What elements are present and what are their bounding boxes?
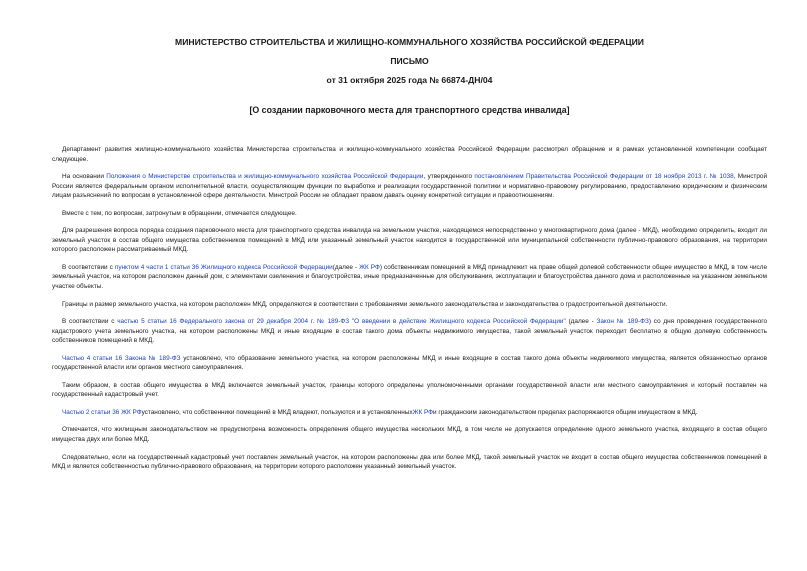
link-federal-law-189[interactable]: частью 5 статьи 16 Федерального закона от 29 декабря 2004 г. № 189-ФЗ "О введении в действие Жилищного кодекса Российской Федерации" xyxy=(117,318,566,326)
ministry-title: МИНИСТЕРСТВО СТРОИТЕЛЬСТВА И ЖИЛИЩНО-КОММУНАЛЬНОГО ХОЗЯЙСТВА РОССИЙСКОЙ ФЕДЕРАЦИИ xyxy=(175,37,644,47)
paragraph-3: Вместе с тем, по вопросам, затронутым в обращении, отмечается следующее. xyxy=(62,209,297,217)
link-housing-code-art36-part2[interactable]: Частью 2 статьи 36 ЖК РФ xyxy=(62,408,142,416)
paragraph-7: В соответствии с частью 5 статьи 16 Федерального закона от 29 декабря 2004 г. № 189-ФЗ "О введении в действие Жилищного кодекса Российской Федерации" (далее - Закон № 189-ФЗ) со дня проведения государственного кадастрового учета земельного участка, на котором расположены МКД и иные входящие в состав такого дома объекты недвижимого имущества, такой земельный участок переходит бесплатно в общую долевую собственность собственников помещений в МКД. xyxy=(52,318,767,345)
link-housing-code-2[interactable]: ЖК РФ xyxy=(412,408,434,416)
link-law-189-art16[interactable]: Частью 4 статьи 16 Закона № 189-ФЗ xyxy=(62,354,181,362)
paragraph-1: Департамент развития жилищно-коммунального хозяйства Министерства строительства и жилищно-коммунального хозяйства Российской Федерации рассмотрел обращение и в рамках установленной компетенции сообщает следующее. xyxy=(52,146,767,163)
document-subject: [О создании парковочного места для транспортного средства инвалида] xyxy=(249,105,570,115)
link-law-189[interactable]: Закон № 189-ФЗ xyxy=(596,318,649,326)
paragraph-12: Следовательно, если на государственный кадастровый учет поставлен земельный участок, на котором расположены два или более МКД, такой земельный участок не входит в состав общего имущества собственников помещений в МКД и является собственностью публично-правового образования, на территории которого расположен указанный земельный участок. xyxy=(52,453,767,471)
paragraph-4: Для разрешения вопроса порядка создания парковочного места для транспортного средства инвалида на земельном участке, находящемся непосредственно у многоквартирного дома (далее - МКД), необходимо определить, входит ли земельный участок в состав общего имущества собственников помещений в МКД или указанный земельный участок находится в государственной или муниципальной собственности публично-правового образования, на территории которого расположен рассматриваемый МКД. xyxy=(52,227,767,254)
link-housing-code[interactable]: ЖК РФ xyxy=(359,263,380,271)
paragraph-9: Таким образом, в состав общего имущества в МКД включается земельный участок, границы которого определены уполномоченными органами государственной власти или местного самоуправления и который поставлен на государственный кадастровый учет. xyxy=(52,381,767,399)
document-date-number: от 31 октября 2025 года № 66874-ДН/04 xyxy=(326,75,493,85)
paragraph-11: Отмечается, что жилищным законодательством не предусмотрена возможность определения общего имущества нескольких МКД, в том числе не допускается определение одного земельного участка, входящего в состав общего имущества двух или более МКД. xyxy=(52,426,767,444)
link-housing-code-art36[interactable]: пунктом 4 части 1 статьи 36 Жилищного кодекса Российской Федерации xyxy=(114,263,333,271)
document-body xyxy=(52,145,767,472)
paragraph-6: Границы и размер земельного участка, на котором расположен МКД, определяются в соответствии с требованиями земельного законодательства и законодательства о градостроительной деятельности. xyxy=(62,300,668,308)
link-government-resolution[interactable]: постановлением Правительства Российской Федерации от 18 ноября 2013 г. № 1038 xyxy=(474,173,734,181)
paragraph-8: Частью 4 статьи 16 Закона № 189-ФЗ установлено, что образование земельного участка, на котором расположены МКД и иные входящие в состав такого дома объекты недвижимого имущества, является обязанностью органов государственной власти или органов местного самоуправления. xyxy=(52,354,767,372)
paragraph-10: Частью 2 статьи 36 ЖК РФустановлено, что собственники помещений в МКД владеют, пользуются и в установленныхЖК РФи гражданским законодательством пределах распоряжаются общим имуществом в МКД. xyxy=(62,408,698,416)
link-ministry-regulation[interactable]: Положения о Министерстве строительства и жилищно-коммунального хозяйства Российской Федерации xyxy=(106,173,424,181)
paragraph-5: В соответствии с пунктом 4 части 1 статьи 36 Жилищного кодекса Российской Федерации(далее - ЖК РФ) собственникам помещений в МКД принадлежит на праве общей долевой собственности общее имущество в МКД, в том числе земельный участок, на котором расположен данный дом, с элементами озеленения и благоустройства, иные предназначенные для обслуживания, эксплуатации и благоустройства данного дома и расположенные на указанном земельном участке объекты. xyxy=(52,263,768,291)
paragraph-2: На основании Положения о Министерстве строительства и жилищно-коммунального хозяйства Российской Федерации, утвержденного постановлением Правительства Российской Федерации от 18 ноября 2013 г. № 1038, Минстрой России является федеральным органом исполнительной власти, осуществляющим функции по выработке и реализации государственной политики и нормативно-правовому регулированию, предоставлению юридическим и физическим лицам разъяснений по вопросам в установленной сфере деятельности. Минстрой России не обладает правом давать оценку конкретной ситуации и правоотношениям. xyxy=(52,173,768,200)
document-type: ПИСЬМО xyxy=(390,56,429,66)
